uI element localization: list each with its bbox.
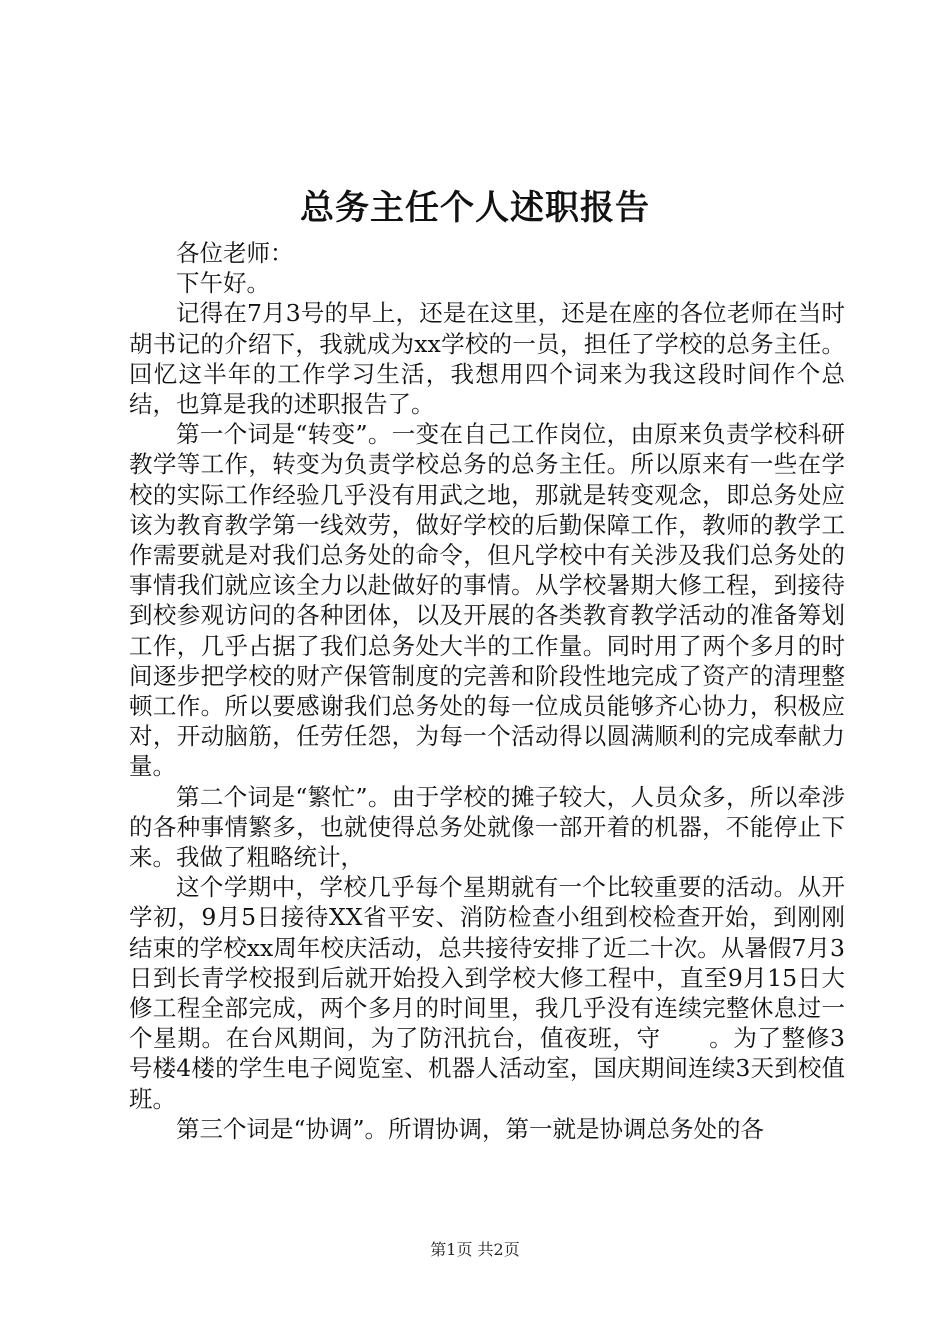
paragraph-word-two: 第二个词是“繁忙”。由于学校的摊子较大，人员众多，所以牵涉的各种事情繁多，也就使得总务处就像一部开着的机器，不能停止下来。我做了粗略统计， — [129, 782, 845, 872]
paragraph-intro: 记得在7月3号的早上，还是在这里，还是在座的各位老师在当时胡书记的介绍下，我就成为xx学校的一员，担任了学校的总务主任。回忆这半年的工作学习生活，我想用四个词来为我这段时间作个总结，也算是我的述职报告了。 — [129, 299, 845, 419]
greeting: 下午好。 — [176, 269, 270, 298]
paragraph-semester: 这个学期中，学校几乎每个星期就有一个比较重要的活动。从开学初，9月5日接待XX省平安、消防检查小组到校检查开始，到刚刚结束的学校xx周年校庆活动，总共接待安排了近二十次。从暑假7月3日到长青学校报到后就开始投入到学校大修工程中，直至9月15日大修工程全部完成，两个多月的时间里，我几乎没有连续完整休息过一个星期。在台风期间，为了防汛抗台，值夜班，守 。为了整修3号楼4楼的学生电子阅览室、机器人活动室，国庆期间连续3天到校值班。 — [129, 873, 845, 1113]
document-title: 总务主任个人述职报告 — [300, 188, 650, 228]
paragraph-word-one: 第一个词是“转变”。一变在自己工作岗位，由原来负责学校科研教学等工作，转变为负责学校总务的总务主任。所以原来有一些在学校的实际工作经验几乎没有用武之地，那就是转变观念，即总务处应该为教育教学第一线效劳，做好学校的后勤保障工作，教师的教学工作需要就是对我们总务处的命令，但凡学校中有关涉及我们总务处的事情我们就应该全力以赴做好的事情。从学校暑期大修工程，到接待到校参观访问的各种团体，以及开展的各类教育教学活动的准备筹划工作，几乎占据了我们总务处大半的工作量。同时用了两个多月的时间逐步把学校的财产保管制度的完善和阶段性地完成了资产的清理整顿工作。所以要感谢我们总务处的每一位成员能够齐心协力，积极应对，开动脑筋，任劳任怨，为每一个活动得以圆满顺利的完成奉献力量。 — [129, 420, 845, 781]
paragraph-word-three: 第三个词是“协调”。所谓协调，第一就是协调总务处的各 — [176, 1114, 765, 1143]
page-footer: 第1页 共2页 — [430, 1240, 520, 1259]
salutation: 各位老师： — [176, 239, 294, 267]
document-body — [129, 238, 845, 1144]
